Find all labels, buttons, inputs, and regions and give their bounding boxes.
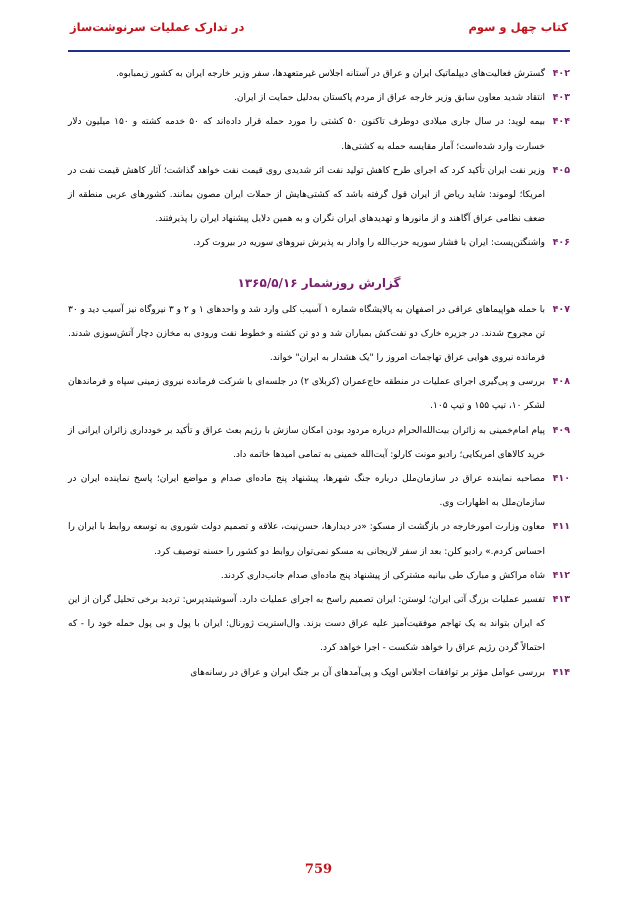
item-number: ۴۱۳	[552, 594, 570, 606]
header-divider	[68, 50, 570, 52]
book-title: کتاب چهل و سوم	[468, 20, 568, 34]
item-number: ۴۱۰	[552, 473, 570, 485]
running-header	[70, 20, 568, 34]
item-number: ۴۰۷	[552, 303, 570, 315]
news-item	[68, 467, 570, 515]
item-number: ۴۰۹	[552, 424, 570, 436]
item-text: بررسی و پی‌گیری اجرای عملیات در منطقه حاج‌عمران (کربلای ۲) در جلسه‌ای با شرکت فرمانده نیروی زمینی سپاه و فرماندهان لشکر ۱۰، تیپ ۱۵۵ و تیپ ۱۰۵.	[68, 377, 546, 412]
news-item	[68, 62, 570, 86]
news-item	[68, 515, 570, 563]
news-list-top	[68, 62, 570, 256]
item-number: ۴۱۱	[552, 521, 570, 533]
item-number: ۴۰۳	[552, 92, 570, 104]
item-number: ۴۰۲	[552, 68, 570, 79]
item-number: ۴۱۴	[552, 666, 570, 678]
item-text: واشنگتن‌پست: ایران با فشار سوریه حزب‌الله را وادار به پذیرش نیروهای سوریه در بیروت کرد.	[193, 238, 545, 249]
news-item	[68, 588, 570, 661]
item-text: با حمله هواپیماهای عراقی در اصفهان به پالایشگاه شماره ۱ آسیب کلی وارد شد و واحدهای ۱ و ۲ و ۳ نیروگاه نیز آسیب دید و ۳۰ تن مجروح شدند. در جزیره خارک دو نفت‌کش بمباران شد و دو تن کشته و خطوط نفت ورودی به مخازن دچار آتش‌سوزی شدند. فرمانده نیروی هوایی عراق تهاجمات امروز را "یک هشدار به ایران" خواند.	[68, 304, 545, 364]
item-text: مصاحبه نماینده عراق در سازمان‌ملل درباره جنگ شهرها، پیشنهاد پنج ماده‌ای صدام و مواضع ایران؛ پاسخ نماینده ایران در سازمان‌ملل به اظهارات وی.	[68, 474, 545, 509]
news-item	[68, 419, 570, 467]
item-text: وزیر نفت ایران تأکید کرد که اجرای طرح کاهش تولید نفت اثر شدیدی روی قیمت نفت خواهد گذاشت؛ آثار کاهش قیمت نفت در امریکا؛ لوموند: شاید ریاض از ایران قول گرفته باشد که کشتی‌هایش از حملات ایران مصون بمانند. کشورهای عربی منطقه از ضعف نظامی عراق آگاهند و از مانورها و تهدیدهای ایران نگران و به همین دلایل پیشنهاد ایران را پذیرفتند.	[68, 165, 545, 225]
item-text: بیمه لوید: در سال جاری میلادی دوطرف تاکنون ۵۰ کشتی را مورد حمله قرار داده‌اند که ۵۰ خدمه کشته و ۱۵۰ میلیون دلار خسارت وارد شده‌است؛ آمار مقایسه حمله به کشتی‌ها.	[68, 117, 545, 152]
item-text: پیام امام‌خمینی به زائران بیت‌الله‌الحرام درباره مردود بودن امکان سازش با رژیم بعث عراق و تأکید بر خودداری زائران ایرانی از خرید کالاهای امریکایی؛ رادیو مونت کارلو: آیت‌الله خمینی به تمامی امیدها خاتمه داد.	[68, 425, 545, 460]
page-number: 759	[304, 862, 333, 877]
item-number: ۴۱۲	[552, 569, 570, 581]
news-item	[68, 564, 570, 588]
item-number: ۴۰۵	[552, 164, 570, 176]
item-number: ۴۰۶	[552, 237, 570, 249]
chapter-subtitle: در تدارک عملیات سرنوشت‌ساز	[70, 20, 245, 34]
item-text: شاه مراکش و مبارک طی بیانیه مشترکی از پیشنهاد پنج ماده‌ای صدام جانب‌داری کردند.	[220, 570, 545, 581]
item-text: معاون وزارت امورخارجه در بازگشت از مسکو: «در دیدارها، حسن‌نیت، علاقه و تصمیم دولت شوروی به توسعه روابط با ایران را احساس کردم.» رادیو کلن: بعد از سفر لاریجانی به مسکو نمی‌توان روابط دو کشور را حسنه توصیف کرد.	[68, 522, 545, 557]
news-item	[68, 298, 570, 371]
item-text: گسترش فعالیت‌های دیپلماتیک ایران و عراق در آستانه اجلاس غیرمتعهدها، سفر وزیر خارجه ایران به کشور زیمبابوه.	[115, 69, 545, 79]
page-content	[68, 62, 570, 685]
item-number: ۴۰۸	[552, 376, 570, 388]
news-item	[68, 231, 570, 255]
item-text: انتقاد شدید معاون سابق وزیر خارجه عراق از مردم پاکستان به‌دلیل حمایت از ایران.	[234, 93, 545, 104]
item-text: تفسیر عملیات بزرگ آتی ایران؛ لوستن: ایران تصمیم راسخ به اجرای عملیات دارد. آسوشیتدپرس: تردید برخی تحلیل گران از این که ایران بتواند به یک تهاجم موفقیت‌آمیز علیه عراق دست بزند. وال‌استریت ژورنال: ایران با پول و بی پول حمله خود را - که احتمالاً گردن رژیم عراق را خواهد شکست - اجرا خواهد کرد.	[68, 595, 545, 654]
section-heading: گزارش روزشمار ۱۳۶۵/۵/۱۶	[237, 275, 401, 290]
news-list-bottom	[68, 298, 570, 685]
news-item	[68, 159, 570, 232]
item-text: بررسی عوامل مؤثر بر توافقات اجلاس اوپک و پی‌آمدهای آن بر جنگ ایران و عراق در رسانه‌های	[190, 667, 545, 678]
item-number: ۴۰۴	[552, 116, 570, 128]
news-item	[68, 661, 570, 685]
news-item	[68, 110, 570, 158]
news-item	[68, 86, 570, 110]
news-item	[68, 370, 570, 418]
